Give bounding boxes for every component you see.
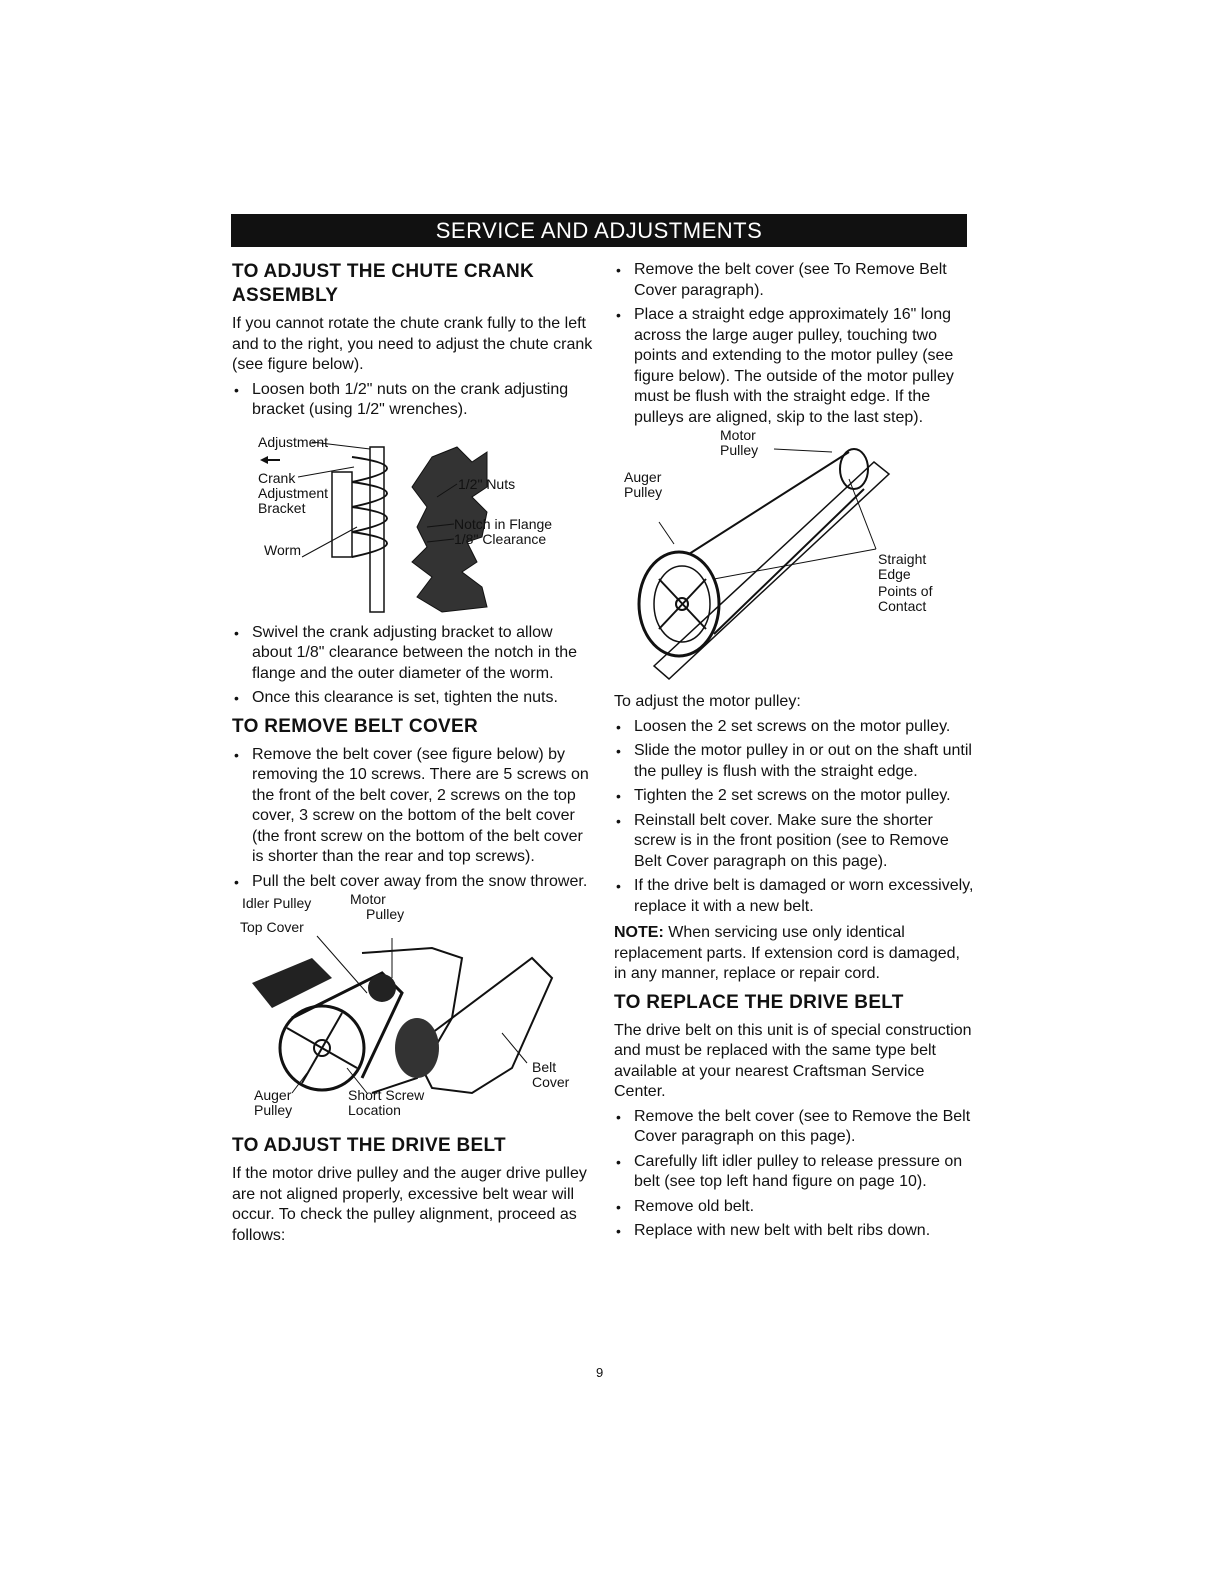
left-column (232, 260, 594, 1250)
list-item: • Remove the belt cover (see figure below) by removing the 10 screws. There are 5 screws on the front of the belt cover, 2 screws on the top cover, 3 screw on the bottom of the belt cover (the front screw on the bottom of the belt cover is shorter than the rear and top screws). (232, 745, 594, 868)
label-line: Pulley (366, 906, 405, 922)
list-item: • Slide the motor pulley in or out on the shaft until the pulley is flush with the straight edge. (614, 741, 976, 782)
heading-line: ASSEMBLY (232, 285, 339, 306)
list-item: • Reinstall belt cover. Make sure the shorter screw is in the front position (see to Remove Belt Cover paragraph on this page). (614, 811, 976, 873)
list-item: • Loosen the 2 set screws on the motor pulley. (614, 717, 976, 738)
alignment-steps (614, 260, 976, 428)
label-crank-bracket (258, 471, 328, 516)
label-line: Auger (624, 469, 662, 485)
label-motor-pulley (350, 892, 404, 922)
label-nuts: 1/2" Nuts (458, 475, 516, 492)
label-motor-pulley (720, 428, 758, 458)
chute-intro: If you cannot rotate the chute crank fully to the left and to the right, you need to adjust the chute crank (see figure below). (232, 315, 593, 373)
label-line: Adjustment (258, 484, 329, 501)
label-auger-pulley (254, 1088, 292, 1118)
right-column (614, 260, 976, 1248)
label-line: Pulley (254, 1102, 293, 1118)
pulley-alignment-figure (614, 427, 976, 684)
belt-cover-figure (232, 891, 594, 1126)
label-points-of-contact (878, 584, 932, 614)
label-worm: Worm (264, 541, 302, 558)
label-adjustment: Adjustment (258, 433, 329, 450)
label-clearance: 1/8" Clearance (454, 530, 547, 547)
label-belt-cover (532, 1060, 569, 1090)
heading-replace-drive-belt: TO REPLACE THE DRIVE BELT (614, 991, 904, 1013)
label-line: Short Screw (348, 1087, 425, 1103)
chute-crank-figure (232, 427, 594, 615)
list-item: • Pull the belt cover away from the snow thrower. (232, 872, 594, 893)
heading-line: TO ADJUST THE CHUTE CRANK (232, 261, 535, 282)
chute-steps (232, 380, 594, 421)
list-item: • Tighten the 2 set screws on the motor pulley. (614, 786, 976, 807)
label-line: Cover (532, 1074, 570, 1090)
list-item: • Remove the belt cover (see To Remove Belt Cover paragraph). (614, 260, 976, 301)
label-notch: Notch in Flange (454, 515, 553, 532)
list-item: • Loosen both 1/2" nuts on the crank adjusting bracket (using 1/2" wrenches). (232, 380, 594, 421)
list-item: • Carefully lift idler pulley to release pressure on belt (see top left hand figure on page 10). (614, 1152, 976, 1193)
adjust-intro: To adjust the motor pulley: (614, 693, 801, 710)
label-line: Edge (878, 566, 911, 582)
label-line: Points of (878, 583, 933, 599)
heading-remove-belt-cover: TO REMOVE BELT COVER (232, 715, 478, 737)
label-line: Pulley (624, 484, 663, 500)
label-line: Contact (878, 598, 927, 614)
label-top-cover: Top Cover (240, 919, 304, 935)
note (614, 923, 976, 985)
label-short-screw (348, 1088, 424, 1118)
heading-adjust-drive-belt: TO ADJUST THE DRIVE BELT (232, 1135, 506, 1156)
label-straight-edge (878, 552, 926, 582)
label-idler-pulley: Idler Pulley (242, 895, 312, 911)
label-line: Auger (254, 1087, 292, 1103)
list-item: • Swivel the crank adjusting bracket to allow about 1/8" clearance between the notch in the flange and the outer diameter of the worm. (232, 623, 594, 685)
label-line: Belt (532, 1059, 557, 1075)
list-item: • Remove the belt cover (see to Remove the Belt Cover paragraph on this page). (614, 1107, 976, 1148)
label-line: Motor (350, 891, 386, 907)
heading-chute-crank (232, 260, 594, 308)
replace-steps (614, 1107, 976, 1242)
page-number: 9 (596, 1365, 604, 1380)
list-item: • Place a straight edge approximately 16" long across the large auger pulley, touching two points and extending to the motor pulley (see figure below). The outside of the motor pulley must be flush with the straight edge. If the pulleys are aligned, skip to the last step). (614, 305, 976, 428)
note-text: When servicing use only identical replacement parts. If extension cord is damaged, in any manner, replace or repair cord. (614, 924, 960, 982)
remove-steps (232, 745, 594, 893)
replace-intro: The drive belt on this unit is of special construction and must be replaced with the same type belt available at your nearest Craftsman Service Center. (614, 1021, 972, 1100)
label-line: Location (348, 1102, 401, 1118)
list-item: • If the drive belt is damaged or worn excessively, replace it with a new belt. (614, 876, 976, 917)
list-item: • Remove old belt. (614, 1197, 976, 1218)
label-line: Motor (720, 427, 756, 443)
list-item: • Once this clearance is set, tighten the nuts. (232, 688, 594, 709)
chute-steps-continued (232, 623, 594, 709)
label-line: Straight (878, 551, 927, 567)
adjust-steps (614, 717, 976, 918)
label-line: Pulley (720, 442, 759, 458)
drive-intro: If the motor drive pulley and the auger drive pulley are not aligned properly, excessive belt wear will occur. To check the pulley alignment, proceed as follows: (232, 1165, 587, 1244)
label-line: Crank (258, 469, 296, 486)
list-item: • Replace with new belt with belt ribs down. (614, 1221, 976, 1242)
note-label: NOTE: (614, 924, 664, 941)
label-auger-pulley (624, 470, 662, 500)
label-line: Bracket (258, 499, 306, 516)
section-banner: SERVICE AND ADJUSTMENTS (231, 214, 967, 247)
